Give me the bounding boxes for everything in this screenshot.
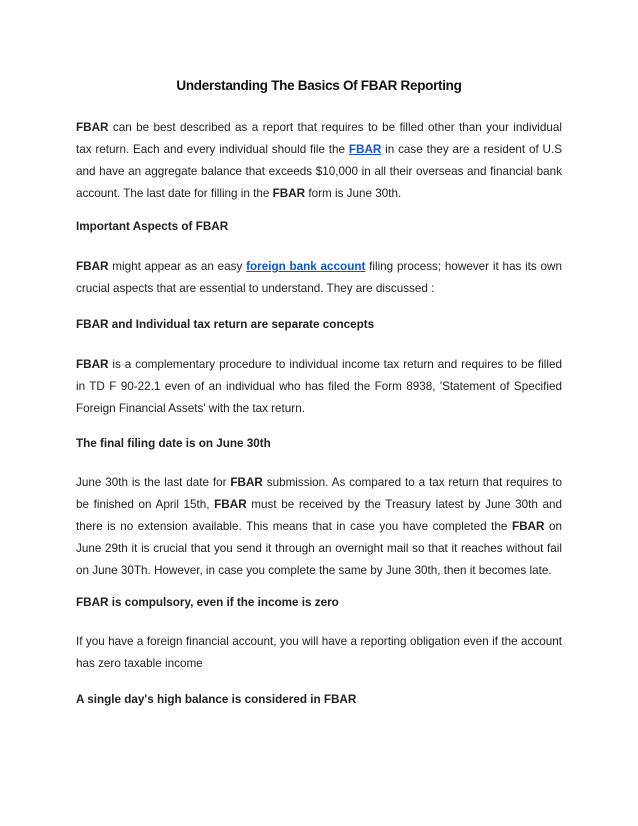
paragraph-text: can be best described as a report that requires to be filled other than your individual tax return. Each and every individual should file the: [76, 121, 562, 156]
paragraph-text: is a complementary procedure to individual income tax return and requires to be filled in TD F 90-22.1 even of an individual who has filed the Form 8938, 'Statement of Specified Foreign Financial Assets' with the tax return.: [76, 358, 562, 415]
paragraph-text: must be received by the Treasury latest by June 30th and there is no extension available. This means that in case you have completed the: [76, 498, 562, 533]
fbar-term: FBAR: [76, 260, 109, 273]
fbar-term: FBAR: [76, 358, 109, 371]
section-heading-compulsory: FBAR is compulsory, even if the income is zero: [76, 596, 339, 609]
paragraph-text: in case they are a resident of U.S and have an aggregate balance that exceeds $10,000 in all their overseas and financial bank account. The last date for filling in the: [76, 143, 562, 200]
fbar-term: FBAR: [76, 121, 109, 134]
section-heading-filing-date: The final filing date is on June 30th: [76, 437, 271, 450]
paragraph-text: If you have a foreign financial account, you will have a reporting obligation even if the account has zero taxable income: [76, 635, 562, 670]
fbar-term: FBAR: [272, 187, 306, 200]
paragraph-text: might appear as an easy: [108, 260, 247, 273]
section-heading-separate-concepts: FBAR and Individual tax return are separate concepts: [76, 318, 375, 331]
section-heading-important-aspects: Important Aspects of FBAR: [76, 220, 229, 233]
fbar-term: FBAR: [511, 520, 545, 533]
paragraph-text: submission. As compared to a tax return that requires to be finished on April 15th,: [76, 476, 562, 511]
foreign-bank-account-link[interactable]: foreign bank account: [246, 260, 366, 273]
paragraph-text: June 30th is the last date for: [76, 476, 231, 489]
paragraph-text: on June 29th it is crucial that you send it through an overnight mail so that it reaches without fail on June 30Th. However, in case you complete the same by June 30th, then it becomes late.: [76, 520, 563, 577]
paragraph-text: form is June 30th.: [305, 187, 402, 200]
fbar-term: FBAR: [214, 498, 247, 511]
compulsory-paragraph: [76, 631, 562, 675]
section-heading-high-balance: A single day's high balance is considered in FBAR: [76, 693, 357, 706]
separate-concepts-paragraph: [76, 354, 562, 420]
aspects-paragraph: [76, 256, 562, 300]
document-title: Understanding The Basics Of FBAR Reporting: [176, 78, 462, 93]
filing-date-paragraph: [76, 472, 562, 582]
intro-paragraph: [76, 117, 562, 205]
fbar-link[interactable]: FBAR: [348, 143, 382, 156]
paragraph-text: filing process; however it has its own crucial aspects that are essential to understand. They are discussed :: [76, 260, 562, 295]
fbar-term: FBAR: [230, 476, 263, 489]
